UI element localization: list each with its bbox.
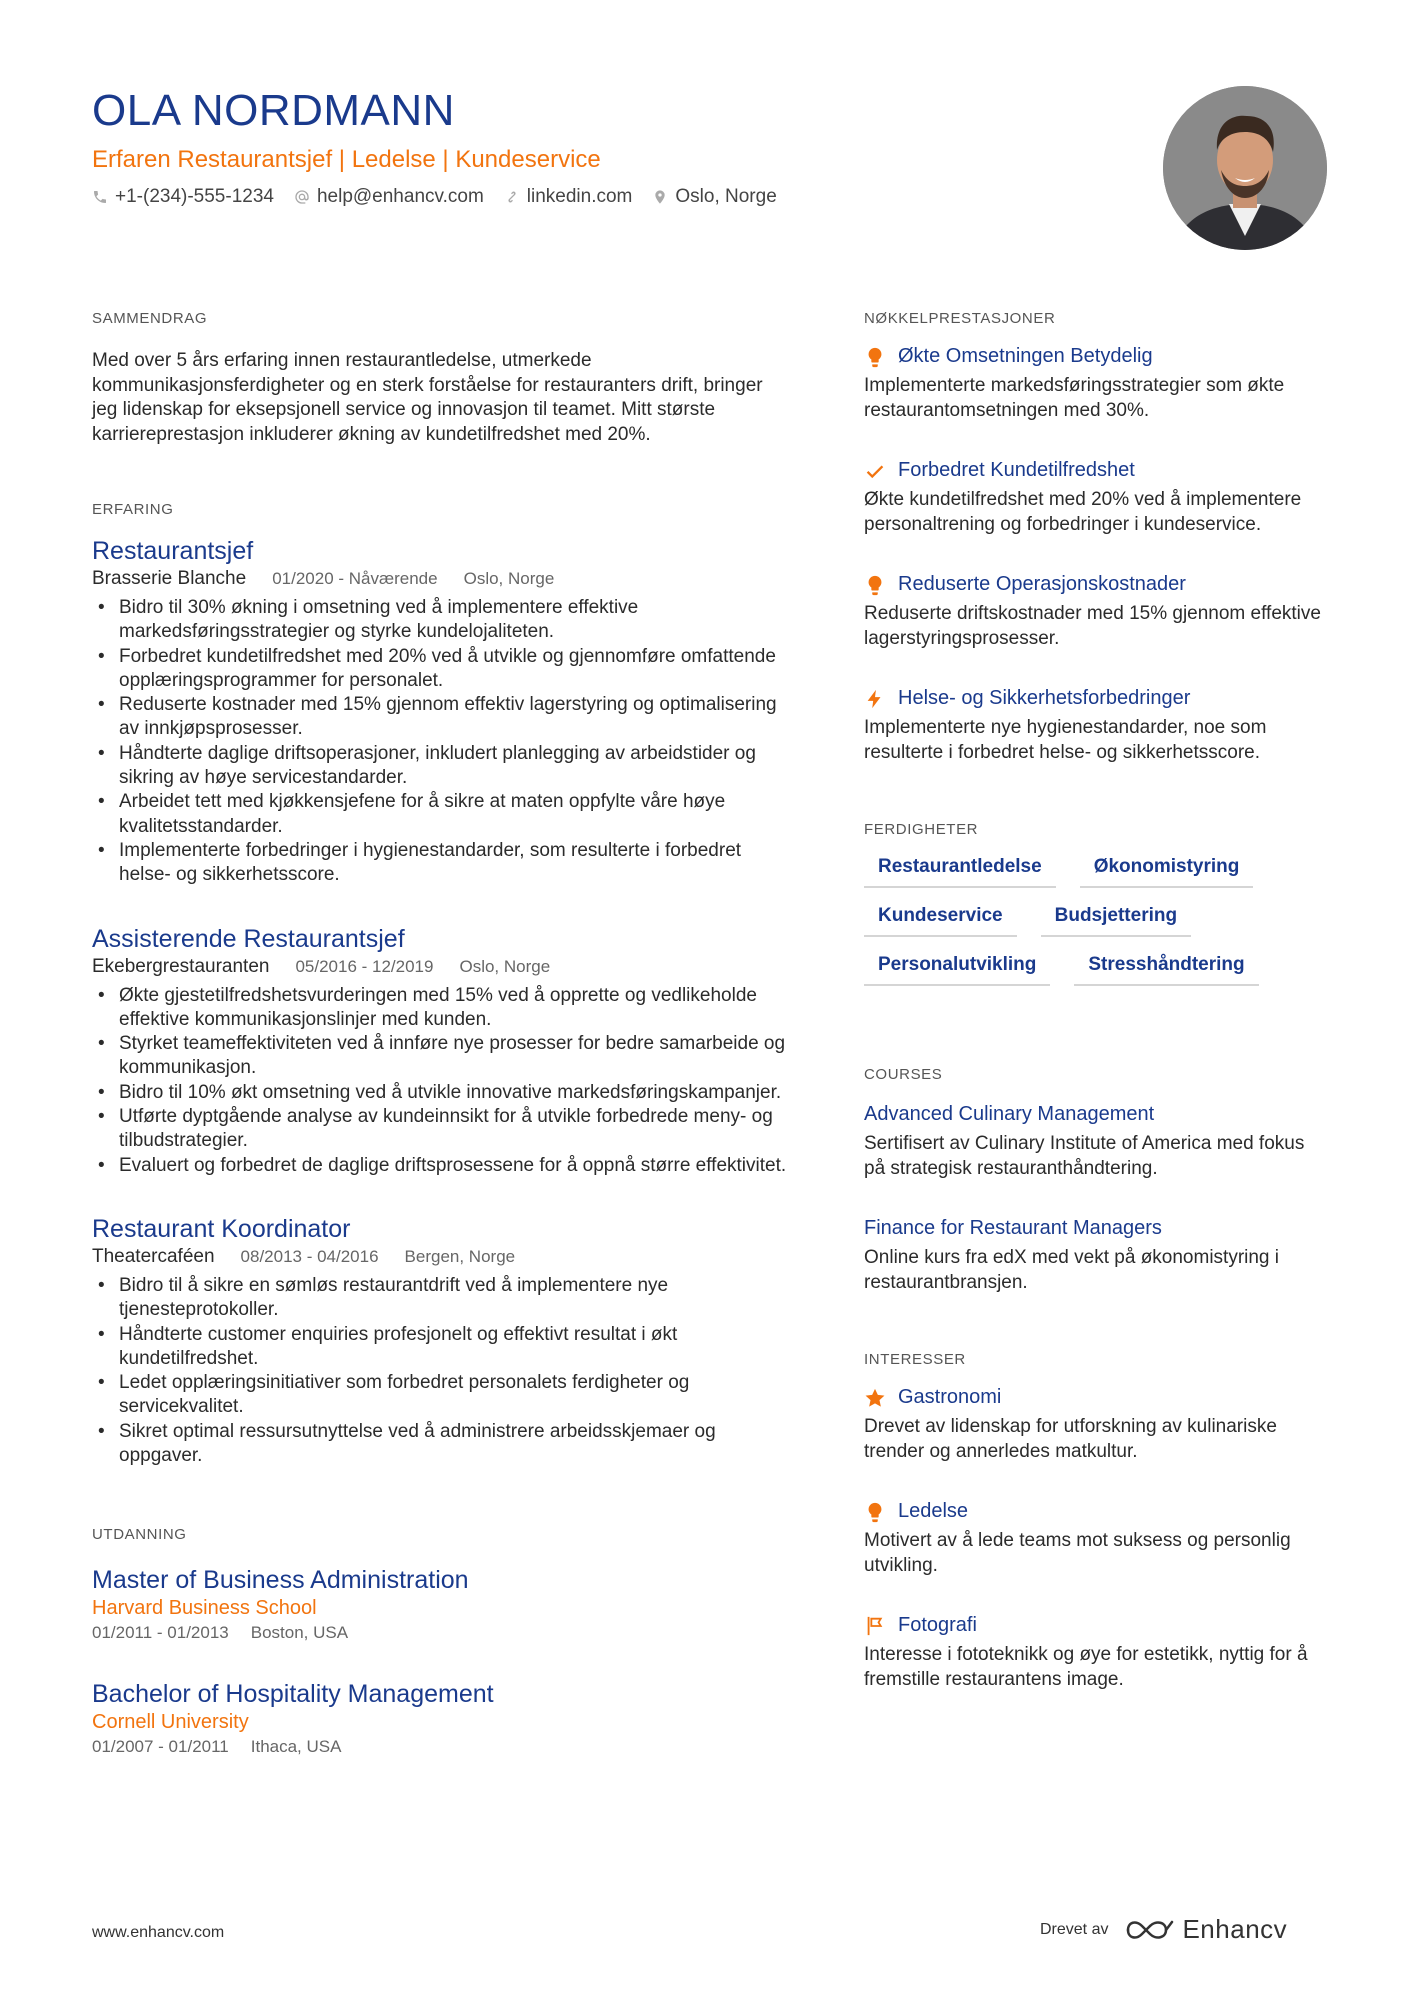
bullet-item: • Bidro til 30% økning i omsetning ved å implementere effektive markedsføringsstrategier og styrke kundelojaliteten.: [92, 596, 792, 645]
interest-desc: Drevet av lidenskap for utforskning av kulinariske trender og annerledes matkultur.: [864, 1416, 1277, 1462]
achievement-title: Forbedret Kundetilfredshet: [898, 459, 1135, 481]
interest-desc: Interesse i fototeknikk og øye for estetikk, nyttig for å fremstille restaurantens image.: [864, 1644, 1308, 1690]
course-desc: Sertifisert av Culinary Institute of America med fokus på strategisk restauranthåndtering.: [864, 1133, 1305, 1179]
bullet-item: • Reduserte kostnader med 15% gjennom effektiv lagerstyring og optimalisering av innkjøpsprosesser.: [92, 693, 792, 742]
job-meta: [92, 956, 792, 978]
job-title: Assisterende Restaurantsjef: [92, 924, 405, 953]
bullet-item: • Styrket teameffektiviteten ved å innføre nye prosesser for bedre samarbeide og kommunikasjon.: [92, 1032, 792, 1081]
right-column: [864, 310, 1324, 1692]
bullet-item: • Sikret optimal ressursutnyttelse ved å administrere arbeidsskjemaer og oppgaver.: [92, 1420, 792, 1469]
job-location: Oslo, Norge: [459, 956, 551, 976]
course-title: Advanced Culinary Management: [864, 1103, 1155, 1125]
at-icon: [294, 189, 310, 205]
job-dates: 01/2020 - Nåværende: [272, 569, 438, 588]
brand-name: Enhancv: [1182, 1914, 1288, 1944]
course-item: [864, 1103, 1324, 1181]
contact-bar: [92, 186, 777, 208]
left-column: [92, 310, 792, 1757]
check-icon: [864, 460, 886, 482]
skill-tag: Stresshåndtering: [1074, 954, 1258, 986]
job-dates: 08/2013 - 04/2016: [240, 1246, 379, 1266]
achievement-desc: Implementerte nye hygienestandarder, noe som resulterte i forbedret helse- og sikkerhetsscore.: [864, 717, 1267, 763]
interest-item: [864, 1614, 1324, 1692]
job-company: Ekebergrestauranten: [92, 955, 270, 977]
bullet-item: • Implementerte forbedringer i hygienestandarder, som resulterte i forbedret helse- og sikkerhetsscore.: [92, 839, 792, 888]
education-entry: [92, 1679, 792, 1757]
phone-text[interactable]: +1-(234)-555-1234: [115, 186, 274, 207]
footer-branding: [1040, 1914, 1287, 1945]
achievement-title: Økte Omsetningen Betydelig: [898, 345, 1153, 367]
star-icon: [864, 1387, 886, 1409]
bulb-icon: [864, 1501, 886, 1523]
section-title-summary: SAMMENDRAG: [92, 310, 208, 327]
achievement-desc: Økte kundetilfredshet med 20% ved å implementere personaltrening og forbedringer i kundeservice.: [864, 489, 1302, 535]
interest-title: Fotografi: [898, 1614, 977, 1636]
achievement-item: [864, 573, 1324, 651]
job-meta: [92, 568, 792, 590]
achievement-item: [864, 345, 1324, 423]
achievement-title: Helse- og Sikkerhetsforbedringer: [898, 687, 1191, 709]
achievement-desc: Implementerte markedsføringsstrategier som økte restaurantomsetningen med 30%.: [864, 375, 1285, 421]
location-text: Oslo, Norge: [675, 186, 777, 207]
bulb-icon: [864, 346, 886, 368]
bullet-item: • Arbeidet tett med kjøkkensjefene for å sikre at maten oppfylte våre høye kvalitetsstandarder.: [92, 790, 792, 839]
course-desc: Online kurs fra edX med vekt på økonomistyring i restaurantbransjen.: [864, 1247, 1280, 1293]
linkedin-text[interactable]: linkedin.com: [526, 186, 633, 207]
interest-item: [864, 1500, 1324, 1578]
contact-location: [652, 186, 776, 208]
bullet-item: • Bidro til 10% økt omsetning ved å utvikle innovative markedsføringskampanjer.: [92, 1081, 792, 1105]
edu-location: Boston, USA: [250, 1623, 349, 1643]
phone-icon: [92, 189, 108, 205]
course-title: Finance for Restaurant Managers: [864, 1217, 1162, 1239]
location-pin-icon: [652, 189, 668, 205]
bullet-item: • Bidro til å sikre en sømløs restaurantdrift ved å implementere nye tjenesteprotokoller.: [92, 1274, 792, 1323]
edu-degree: Bachelor of Hospitality Management: [92, 1680, 494, 1709]
interest-item: [864, 1386, 1324, 1464]
section-title-achievements: NØKKELPRESTASJONER: [864, 310, 1056, 327]
section-title-education: UTDANNING: [92, 1526, 187, 1544]
job-bullets: [92, 596, 792, 888]
skill-tag: Restaurantledelse: [864, 856, 1056, 888]
profile-photo: [1163, 86, 1327, 250]
achievement-item: [864, 687, 1324, 765]
contact-phone: [92, 186, 274, 208]
bullet-item: • Forbedret kundetilfredshet med 20% ved å utvikle og gjennomføre omfattende opplæringsprogrammer for personalet.: [92, 645, 792, 694]
education-entry: [92, 1565, 792, 1643]
edu-dates: 01/2011 - 01/2013: [92, 1623, 229, 1643]
bullet-item: • Håndterte daglige driftsoperasjoner, inkludert planlegging av arbeidstider og sikring av høye servicestandarder.: [92, 742, 792, 791]
achievement-desc: Reduserte driftskostnader med 15% gjennom effektive lagerstyringsprosesser.: [864, 603, 1321, 649]
job-title: Restaurantsjef: [92, 537, 254, 565]
section-title-courses: COURSES: [864, 1066, 943, 1083]
powered-by-text: Drevet av: [1040, 1920, 1109, 1938]
skill-tag: Personalutvikling: [864, 954, 1050, 986]
brand-logo[interactable]: [1126, 1914, 1287, 1945]
summary-text: Med over 5 års erfaring innen restaurantledelse, utmerkede kommunikasjonsferdigheter og en sterk forståelse for restauranters drift, bringer jeg lidenskap for eksepsjonell service og innovasjon til teamet. Mitt største karriereprestasjon inkluderer økning av kundetilfredshet med 20%.: [92, 350, 763, 445]
job-dates: 05/2016 - 12/2019: [295, 956, 434, 976]
achievement-item: [864, 459, 1324, 537]
bolt-icon: [864, 688, 886, 710]
skill-tag: Kundeservice: [864, 905, 1017, 937]
interest-title: Gastronomi: [898, 1386, 1002, 1408]
job-location: Oslo, Norge: [463, 569, 555, 588]
skill-tag: Budsjettering: [1041, 905, 1191, 937]
job-entry: [92, 924, 792, 1178]
skills-list: [864, 856, 1324, 986]
job-company: Brasserie Blanche: [92, 568, 247, 589]
section-title-skills: FERDIGHETER: [864, 821, 979, 838]
contact-email: [294, 186, 484, 208]
course-item: [864, 1217, 1324, 1295]
job-location: Bergen, Norge: [404, 1246, 516, 1266]
skill-tag: Økonomistyring: [1080, 856, 1254, 888]
edu-school: Cornell University: [92, 1711, 249, 1734]
bullet-item: • Håndterte customer enquiries profesjonelt og effektivt resultat i økt kundetilfredshet.: [92, 1323, 792, 1372]
flag-icon: [864, 1615, 886, 1637]
job-bullets: [92, 1274, 792, 1468]
link-icon: [504, 189, 520, 205]
achievement-title: Reduserte Operasjonskostnader: [898, 573, 1186, 595]
candidate-headline: Erfaren Restaurantsjef | Ledelse | Kundeservice: [92, 146, 601, 173]
bulb-icon: [864, 574, 886, 596]
bullet-item: • Økte gjestetilfredshetsvurderingen med 15% ved å opprette og vedlikeholde effektive kommunikasjonslinjer med kunden.: [92, 984, 792, 1033]
job-entry: [92, 536, 792, 888]
bullet-item: • Evaluert og forbedret de daglige driftsprosessene for å oppnå større effektivitet.: [92, 1154, 792, 1178]
bullet-item: • Ledet opplæringsinitiativer som forbedret personalets ferdigheter og servicekvalitet.: [92, 1371, 792, 1420]
edu-degree: Master of Business Administration: [92, 1566, 469, 1595]
job-company: Theatercaféen: [92, 1245, 215, 1267]
edu-dates: 01/2007 - 01/2011: [92, 1737, 229, 1757]
contact-linkedin: [504, 186, 633, 208]
interest-title: Ledelse: [898, 1500, 969, 1522]
email-text[interactable]: help@enhancv.com: [316, 186, 484, 207]
job-meta: [92, 1246, 792, 1268]
edu-meta: [92, 1623, 792, 1643]
bullet-item: • Utførte dyptgående analyse av kundeinnsikt for å utvikle forbedrede meny- og tilbudstrategier.: [92, 1105, 792, 1154]
job-bullets: [92, 984, 792, 1178]
section-title-interests: INTERESSER: [864, 1351, 966, 1368]
section-title-experience: ERFARING: [92, 501, 174, 518]
job-title: Restaurant Koordinator: [92, 1214, 351, 1243]
edu-meta: [92, 1737, 792, 1757]
candidate-name: OLA NORDMANN: [92, 86, 455, 135]
enhancv-logo-icon: [1126, 1917, 1174, 1943]
footer-website[interactable]: www.enhancv.com: [92, 1924, 225, 1941]
edu-location: Ithaca, USA: [250, 1737, 342, 1757]
interest-desc: Motivert av å lede teams mot suksess og personlig utvikling.: [864, 1530, 1291, 1576]
edu-school: Harvard Business School: [92, 1597, 317, 1620]
job-entry: [92, 1214, 792, 1468]
